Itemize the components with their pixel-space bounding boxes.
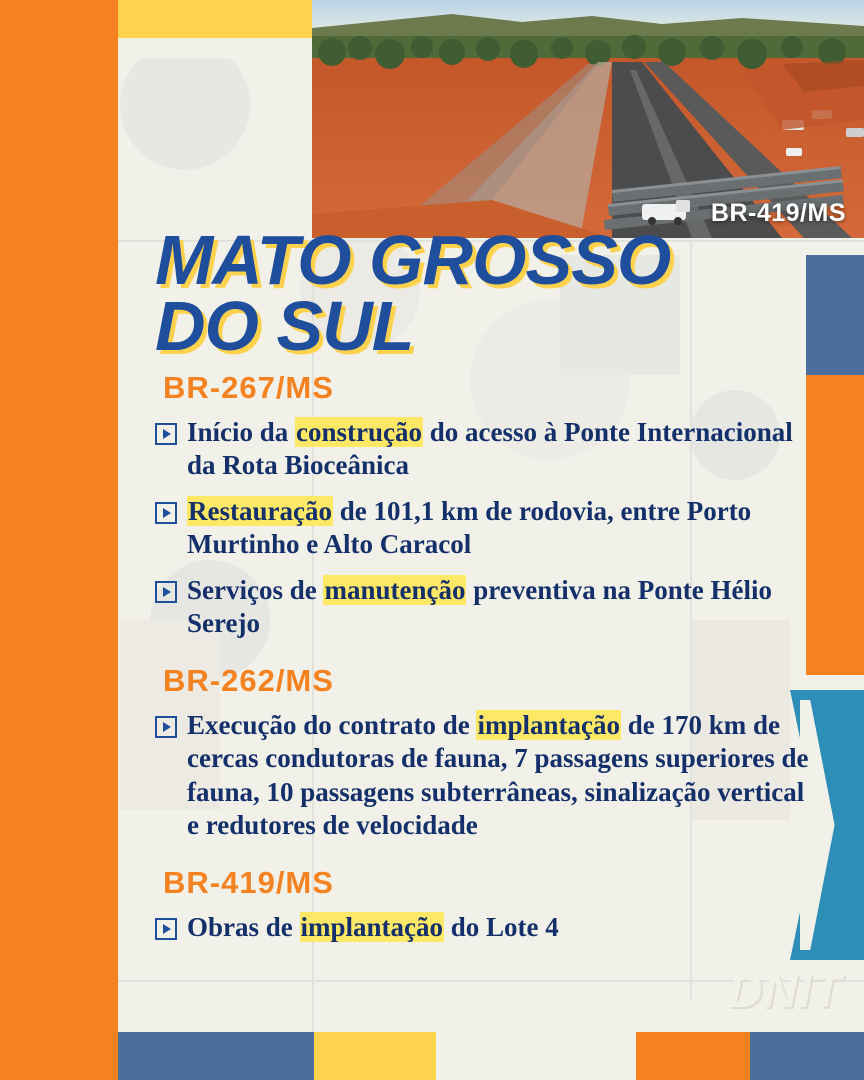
list-item-text <box>187 416 815 483</box>
route-section-title: BR-267/MS <box>163 370 334 405</box>
list-item-text <box>187 709 815 843</box>
item-text-segment: do acesso à Ponte Internacional da Rota Bioceânica <box>187 417 793 481</box>
highlighted-term: implantação <box>477 709 620 740</box>
list-item <box>155 495 815 562</box>
route-section <box>155 370 815 641</box>
list-item-text <box>187 495 815 562</box>
item-text-segment: Serviços de <box>187 574 324 605</box>
play-arrow-icon <box>155 581 177 603</box>
item-text-segment: do Lote 4 <box>444 911 559 942</box>
list-item <box>155 416 815 483</box>
left-orange-bar <box>0 0 118 1080</box>
highlighted-term: implantação <box>300 911 444 942</box>
headline-line-2: DO SUL <box>155 286 414 365</box>
highlighted-term: Restauração <box>188 495 332 526</box>
dnit-logo: DNIT <box>728 964 842 1017</box>
item-text-segment: de 170 km de cercas condutoras de fauna, 7 passagens superiores de fauna, 10 passagens subterrâneas, sinalização vertical e redutores de velocidade <box>187 709 809 841</box>
play-arrow-icon <box>155 502 177 524</box>
item-text-segment: Execução do contrato de <box>187 709 477 740</box>
photo-route-tag: BR-419/MS <box>710 199 846 227</box>
route-section <box>155 663 815 843</box>
list-item <box>155 574 815 641</box>
strip-segment-orange-2 <box>636 1032 750 1080</box>
highway-construction-photo <box>312 0 864 238</box>
list-item-text <box>187 574 815 641</box>
item-text-segment: Início da <box>187 417 296 447</box>
route-section <box>155 865 815 944</box>
decorative-circle <box>120 40 250 170</box>
bottom-color-strip <box>0 1032 864 1080</box>
strip-segment-blue <box>118 1032 314 1080</box>
highlighted-term: manutenção <box>324 574 466 605</box>
headline-line-1: MATO GROSSO <box>155 221 671 299</box>
top-yellow-bar <box>118 0 312 38</box>
left-orange-stripe <box>0 1022 118 1032</box>
highlighted-term: construção <box>296 417 423 447</box>
route-section-title: BR-419/MS <box>163 864 334 900</box>
list-item-text <box>187 911 559 944</box>
strip-segment-blue-2 <box>750 1032 864 1080</box>
play-arrow-icon <box>155 716 177 738</box>
list-item <box>155 709 815 843</box>
strip-segment-yellow <box>314 1032 436 1080</box>
list-item <box>155 911 815 944</box>
page-title <box>155 221 855 365</box>
route-section-title: BR-262/MS <box>163 662 334 698</box>
item-text-segment: de 101,1 km de rodovia, entre Porto Murtinho e Alto Caracol <box>187 495 752 560</box>
top-cream-bar <box>118 38 312 58</box>
strip-segment-cream <box>436 1032 636 1080</box>
item-text-segment: preventiva na Ponte Hélio Serejo <box>187 574 772 639</box>
item-text-segment: Obras de <box>187 911 300 942</box>
play-arrow-icon <box>155 918 177 940</box>
play-arrow-icon <box>155 423 177 445</box>
content-list <box>155 370 815 966</box>
strip-segment-orange <box>0 1032 118 1080</box>
